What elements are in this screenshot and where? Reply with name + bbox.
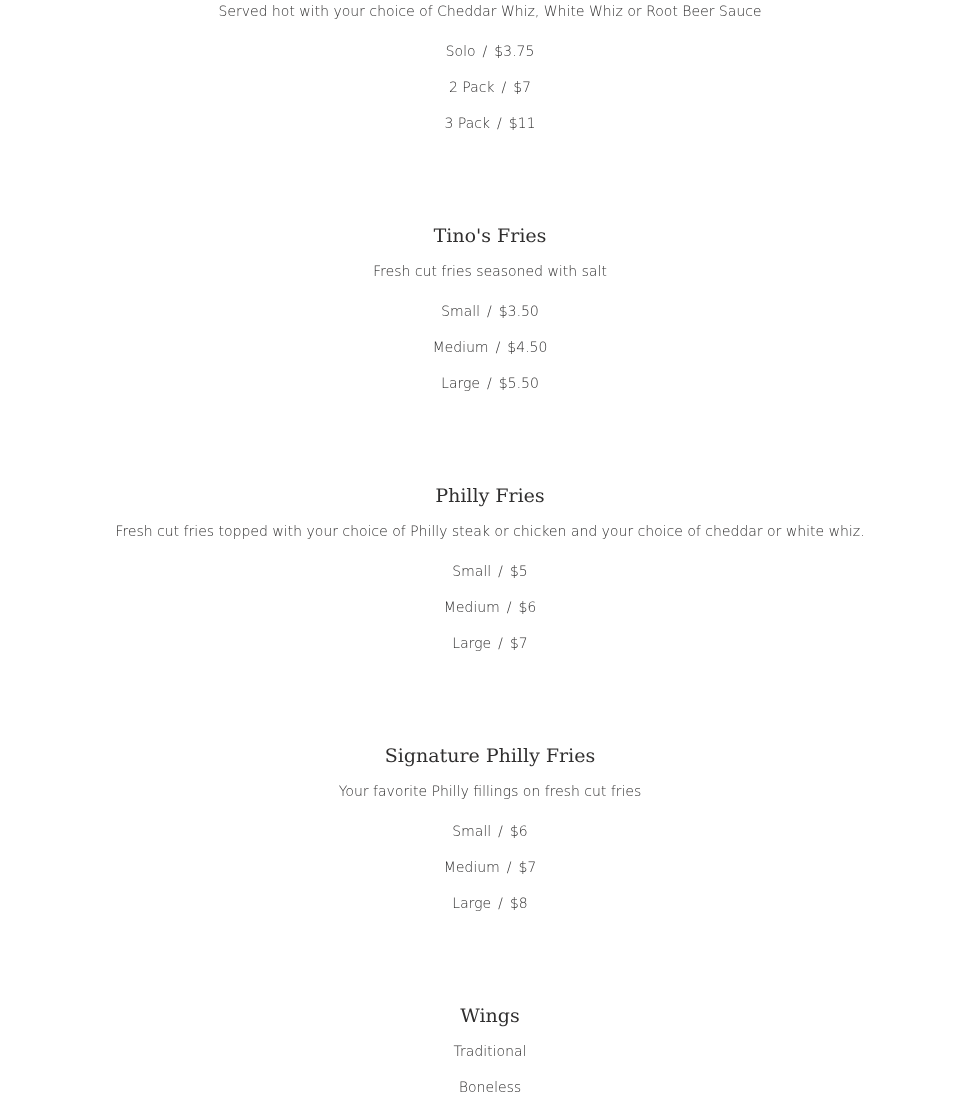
option-separator: / — [497, 116, 502, 132]
item-description: Fresh cut fries seasoned with salt — [373, 264, 607, 280]
item-title: Wings — [460, 1005, 520, 1027]
option-price: $4.50 — [507, 340, 548, 356]
price-option — [0, 895, 965, 913]
option-price: $11 — [508, 116, 536, 132]
item-description: Your favorite Philly fillings on fresh cut fries — [338, 784, 642, 800]
price-option — [0, 375, 965, 393]
price-option — [0, 43, 965, 61]
option-size: 3 Pack — [444, 116, 491, 132]
option-price: $3.75 — [494, 44, 535, 60]
option-separator: / — [495, 340, 501, 356]
option-size: Small — [452, 824, 492, 840]
price-option — [0, 115, 965, 133]
option-size: Medium — [443, 860, 500, 876]
option-size: Large — [441, 376, 481, 392]
option-size: Small — [441, 304, 481, 320]
option-size: Medium — [443, 600, 500, 616]
option-size: Large — [452, 896, 492, 912]
price-option — [0, 823, 965, 841]
option-price: $6 — [518, 600, 537, 616]
option-price: $5.50 — [498, 376, 539, 392]
option-separator: / — [506, 600, 512, 616]
option-size: Large — [452, 636, 492, 652]
option-size: Traditional — [453, 1044, 527, 1060]
price-option — [0, 563, 965, 581]
option-size: 2 Pack — [448, 80, 495, 96]
option-price: $6 — [509, 824, 528, 840]
option-size: Boneless — [458, 1080, 522, 1096]
option-separator: / — [498, 564, 503, 580]
option-separator: / — [501, 80, 507, 96]
option-separator: / — [487, 304, 492, 320]
option-size: Small — [452, 564, 492, 580]
option-separator: / — [482, 44, 488, 60]
price-option — [0, 599, 965, 617]
option-price: $8 — [509, 896, 528, 912]
option-separator: / — [487, 376, 492, 392]
option-price: $3.50 — [498, 304, 539, 320]
item-title: Signature Philly Fries — [384, 745, 596, 767]
option-separator: / — [506, 860, 512, 876]
option-price: $7 — [509, 636, 528, 652]
option-separator: / — [498, 896, 503, 912]
price-option — [0, 635, 965, 653]
price-option — [0, 303, 965, 321]
price-option — [0, 339, 965, 357]
price-option — [0, 1079, 965, 1097]
option-size: Solo — [445, 44, 476, 60]
item-title: Philly Fries — [435, 485, 545, 507]
price-option — [0, 79, 965, 97]
option-separator: / — [498, 824, 503, 840]
option-separator: / — [498, 636, 503, 652]
price-option — [0, 1043, 965, 1061]
item-title: Tino's Fries — [433, 225, 547, 247]
price-option — [0, 859, 965, 877]
item-description: Served hot with your choice of Cheddar Whiz, White Whiz or Root Beer Sauce — [218, 4, 762, 20]
option-price: $7 — [513, 80, 532, 96]
option-price: $5 — [509, 564, 528, 580]
option-size: Medium — [432, 340, 489, 356]
option-price: $7 — [518, 860, 537, 876]
item-description: Fresh cut fries topped with your choice of Philly steak or chicken and your choice of cheddar or white whiz. — [115, 524, 865, 540]
